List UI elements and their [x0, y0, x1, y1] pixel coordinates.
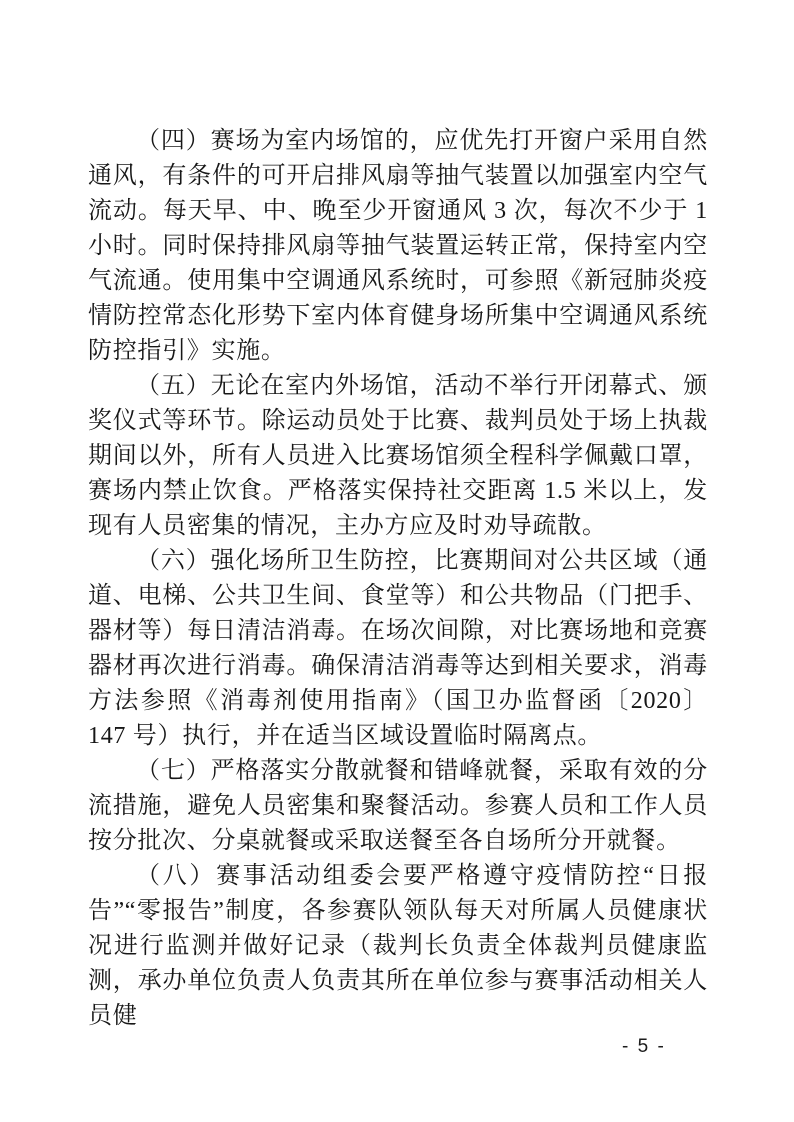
paragraph-item-5: （五）无论在室内外场馆，活动不举行开闭幕式、颁奖仪式等环节。除运动员处于比赛、裁判员处于场上执裁期间以外，所有人员进入比赛场馆须全程科学佩戴口罩，赛场内禁止饮食。严格落实保持社交距离 1.5 米以上，发现有人员密集的情况，主办方应及时劝导疏散。 — [88, 373, 708, 539]
paragraph-item-7: （七）严格落实分散就餐和错峰就餐，采取有效的分流措施，避免人员密集和聚餐活动。参赛人员和工作人员按分批次、分桌就餐或采取送餐至各自场所分开就餐。 — [88, 758, 708, 854]
paragraph-item-6: （六）强化场所卫生防控，比赛期间对公共区域（通道、电梯、公共卫生间、食堂等）和公共物品（门把手、器材等）每日清洁消毒。在场次间隙，对比赛场地和竞赛器材再次进行消毒。确保清洁消毒等达到相关要求，消毒方法参照《消毒剂使用指南》（国卫办监督函〔2020〕147 号）执行，并在适当区域设置临时隔离点。 — [88, 548, 708, 749]
paragraph-item-4: （四）赛场为室内场馆的，应优先打开窗户采用自然通风，有条件的可开启排风扇等抽气装置以加强室内空气流动。每天早、中、晚至少开窗通风 3 次，每次不少于 1 小时。同时保持排风扇等抽气装置运转正常，保持室内空气流通。使用集中空调通风系统时，可参照《新冠肺炎疫情防控常态化形势下室内体育健身场所集中空调通风系统防控指引》实施。 — [88, 128, 708, 364]
document-body — [88, 124, 708, 1034]
paragraph-item-8: （八）赛事活动组委会要严格遵守疫情防控“日报告”“零报告”制度，各参赛队领队每天对所属人员健康状况进行监测并做好记录（裁判长负责全体裁判员健康监测，承办单位负责人负责其所在单位参与赛事活动相关人员健 — [88, 863, 708, 1029]
page-number: - 5 - — [622, 1036, 666, 1057]
